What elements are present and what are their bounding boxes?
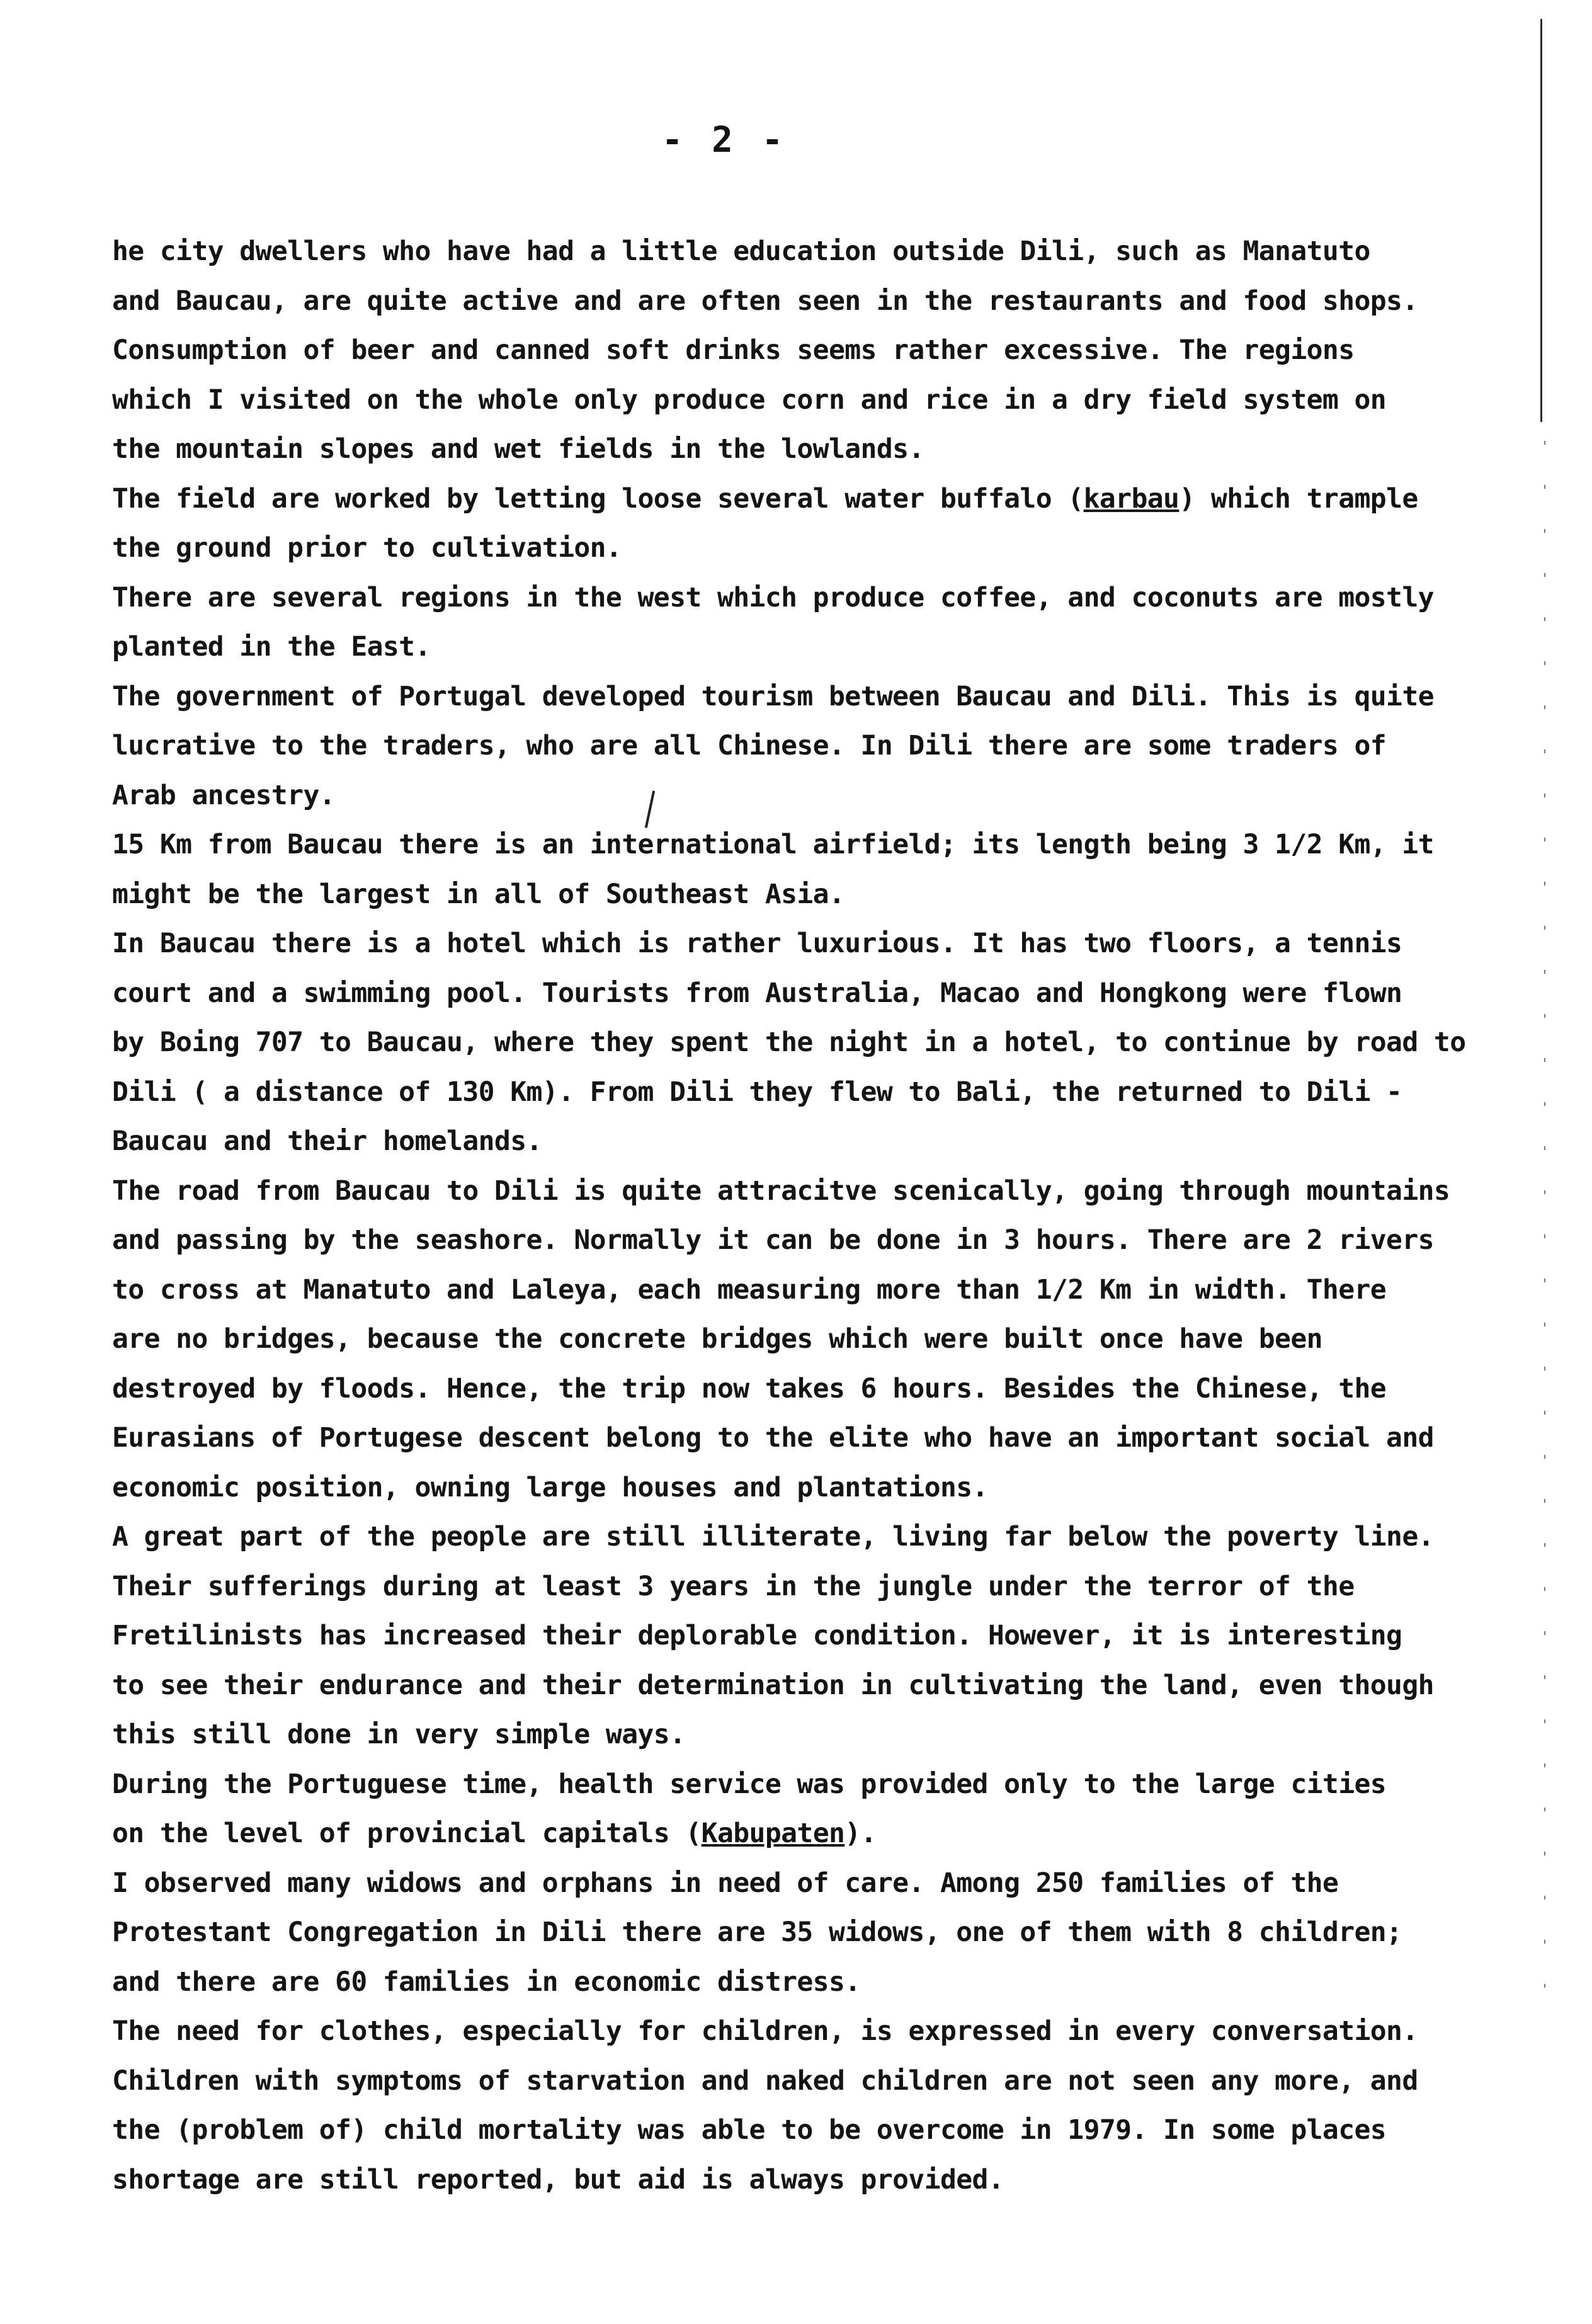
text-line: to see their endurance and their determination in cultivating the land, even though <box>112 1669 1434 1701</box>
body-text <box>112 227 1485 2204</box>
text-line: the ground prior to cultivation. <box>112 532 622 564</box>
text-line: Eurasians of Portugese descent belong to the elite who have an important social and <box>112 1422 1434 1454</box>
text-line: the mountain slopes and wet fields in the lowlands. <box>112 433 924 465</box>
text-line: In Baucau there is a hotel which is rather luxurious. It has two floors, a tennis <box>112 928 1402 959</box>
text-line: 15 Km from Baucau there is an international airfield; its length being 3 1/2 Km, it <box>112 829 1434 860</box>
text-line: Arab ancestry. <box>112 779 336 811</box>
text-line-karbau <box>112 474 1485 524</box>
page-number: - 2 - <box>661 120 787 161</box>
text-line: this still done in very simple ways. <box>112 1719 686 1750</box>
text-segment: The field are worked by letting loose several water buffalo ( <box>112 482 1084 515</box>
text-line: are no bridges, because the concrete bridges which were built once have been <box>112 1323 1322 1355</box>
text-segment: on the level of provincial capitals ( <box>112 1818 702 1849</box>
text-segment: ) which trample <box>1179 482 1418 515</box>
text-line: he city dwellers who have had a little education outside Dili, such as Manatuto <box>112 236 1370 267</box>
text-line: The government of Portugal developed tourism between Baucau and Dili. This is quite <box>112 680 1434 712</box>
text-line: Baucau and their homelands. <box>112 1125 542 1157</box>
text-line: destroyed by floods. Hence, the trip now takes 6 hours. Besides the Chinese, the <box>112 1372 1387 1404</box>
text-line: Consumption of beer and canned soft drinks seems rather excessive. The regions <box>112 334 1355 366</box>
text-line: and passing by the seashore. Normally it can be done in 3 hours. There are 2 rivers <box>112 1224 1434 1256</box>
underlined-word-kabupaten: Kabupaten <box>701 1818 845 1849</box>
text-line: Protestant Congregation in Dili there are 35 widows, one of them with 8 children; <box>112 1917 1402 1948</box>
text-line: and there are 60 families in economic distress. <box>112 1966 861 1998</box>
text-line: Fretilinists has increased their deplorable condition. However, it is interesting <box>112 1620 1402 1651</box>
text-segment: ). <box>844 1818 877 1849</box>
text-line: court and a swimming pool. Tourists from Australia, Macao and Hongkong were flown <box>112 977 1402 1009</box>
text-line: to cross at Manatuto and Laleya, each measuring more than 1/2 Km in width. There <box>112 1273 1387 1306</box>
text-line: the (problem of) child mortality was able to be overcome in 1979. In some places <box>112 2114 1387 2146</box>
text-line: which I visited on the whole only produce corn and rice in a dry field system on <box>112 384 1387 416</box>
scan-edge-line <box>1540 19 1542 422</box>
text-line: The road from Baucau to Dili is quite attracitve scenically, going through mountains <box>112 1175 1450 1207</box>
text-line: shortage are still reported, but aid is always provided. <box>112 2163 1004 2196</box>
underlined-word-karbau: karbau <box>1083 482 1180 515</box>
text-line: by Boing 707 to Baucau, where they spent the night in a hotel, to continue by road to <box>112 1027 1466 1058</box>
text-line: and Baucau, are quite active and are often seen in the restaurants and food shops. <box>112 285 1418 317</box>
text-line: might be the largest in all of Southeast Asia. <box>112 878 845 910</box>
text-line: planted in the East. <box>112 631 431 663</box>
text-line: I observed many widows and orphans in need of care. Among 250 families of the <box>112 1867 1339 1899</box>
scan-edge-dots <box>1544 441 1545 2015</box>
text-line: Dili ( a distance of 130 Km). From Dili they flew to Bali, the returned to Dili - <box>112 1076 1402 1108</box>
text-line: Their sufferings during at least 3 years in the jungle under the terror of the <box>112 1570 1355 1602</box>
text-line-kabupaten <box>112 1809 1485 1859</box>
text-line: lucrative to the traders, who are all Chinese. In Dili there are some traders of <box>112 730 1387 761</box>
text-line: A great part of the people are still illiterate, living far below the poverty line. <box>112 1521 1434 1552</box>
text-line: economic position, owning large houses and plantations. <box>112 1471 988 1503</box>
text-line: The need for clothes, especially for children, is expressed in every conversation. <box>112 2015 1418 2047</box>
text-line: During the Portuguese time, health service was provided only to the large cities <box>112 1768 1387 1800</box>
text-line: Children with symptoms of starvation and naked children are not seen any more, and <box>112 2065 1418 2097</box>
text-line: There are several regions in the west which produce coffee, and coconuts are mostly <box>112 581 1434 613</box>
